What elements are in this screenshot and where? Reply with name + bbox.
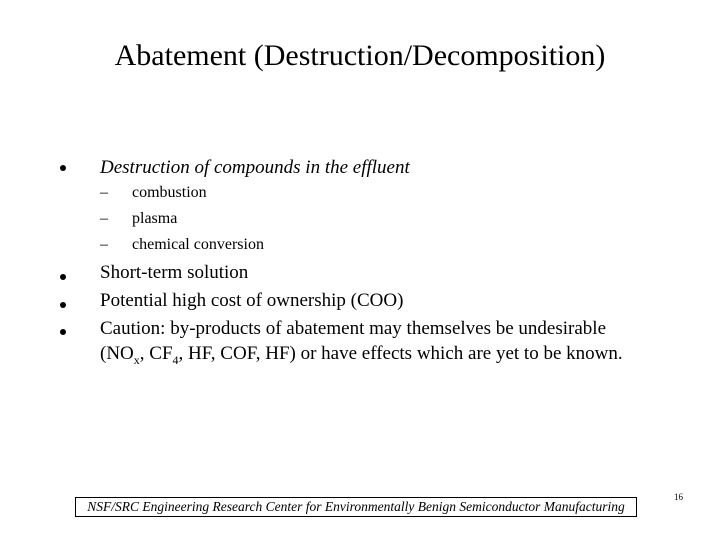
bullet-cost-text: Potential high cost of ownership (COO) (100, 290, 404, 311)
caution-text-part: (NO (100, 343, 134, 364)
bullet-short-term-text: Short-term solution (100, 262, 249, 283)
bullet-destruction-text: Destruction of compounds in the effluent (100, 157, 410, 178)
sub-item-chemical-conversion: chemical conversion (132, 236, 264, 253)
caution-text-part: , CF (139, 343, 173, 364)
bullet-dot (60, 165, 66, 171)
sub-bullet-dash: – (100, 210, 108, 227)
sub-bullet-dash: – (100, 236, 108, 253)
sub-bullet-dash: – (100, 184, 108, 201)
sub-item-plasma: plasma (132, 210, 178, 227)
bullet-caution-text-line2 (100, 342, 623, 366)
subscript: x (133, 352, 140, 367)
slide-title: Abatement (Destruction/Decomposition) (114, 39, 606, 72)
bullet-dot (60, 329, 66, 335)
page-number: 16 (674, 492, 683, 502)
caution-text-part: , HF, COF, HF) or have effects which are yet to be known. (178, 343, 623, 364)
footer-banner: NSF/SRC Engineering Research Center for Environmentally Benign Semiconductor Manufacturing (75, 497, 637, 517)
bullet-dot (60, 302, 66, 308)
bullet-dot (60, 274, 66, 280)
subscript: 4 (172, 352, 179, 367)
bullet-caution-text-line1: Caution: by-products of abatement may themselves be undesirable (100, 318, 606, 339)
sub-item-combustion: combustion (132, 184, 207, 201)
